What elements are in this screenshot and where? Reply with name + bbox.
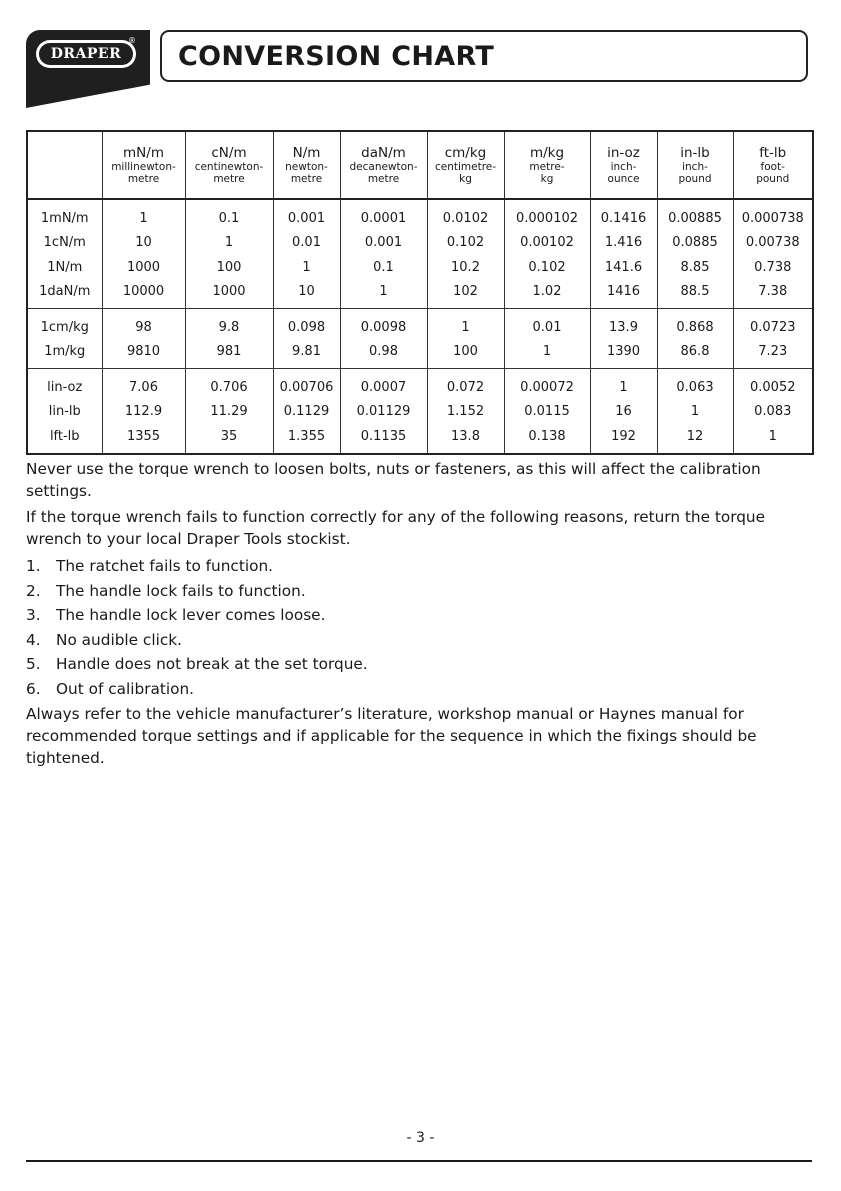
table-cell: 0.0007 <box>340 369 427 400</box>
table-row <box>27 424 813 454</box>
table-cell: 16 <box>590 400 657 425</box>
table-cell: 8.85 <box>657 255 733 280</box>
table-row <box>27 340 813 369</box>
table-cell: 0.1 <box>340 255 427 280</box>
column-unit-name: newton- metre <box>285 160 328 185</box>
list-item <box>26 628 806 653</box>
table-cell: 9.81 <box>273 340 340 369</box>
table-cell: 13.9 <box>590 309 657 340</box>
table-cell: 0.063 <box>657 369 733 400</box>
list-number: 4. <box>26 630 41 649</box>
table-cell: 88.5 <box>657 280 733 309</box>
header-corner-cell <box>27 131 102 199</box>
page-title: CONVERSION CHART <box>178 40 495 72</box>
table-cell: 0.00885 <box>657 199 733 231</box>
table-cell: 12 <box>657 424 733 454</box>
list-text: Out of calibration. <box>56 679 195 698</box>
table-cell: 0.1416 <box>590 199 657 231</box>
conversion-table <box>26 130 814 455</box>
table-cell: 7.23 <box>733 340 813 369</box>
table-cell: 0.0102 <box>427 199 504 231</box>
table-cell: 1.416 <box>590 231 657 256</box>
column-unit: mN/m <box>123 144 164 161</box>
table-cell: 981 <box>185 340 273 369</box>
column-unit-name: foot- pound <box>756 160 790 185</box>
table-row <box>27 309 813 340</box>
table-header-row <box>27 131 813 199</box>
table-cell: 10000 <box>102 280 185 309</box>
table-cell: 10 <box>102 231 185 256</box>
table-cell: 100 <box>185 255 273 280</box>
table-row <box>27 369 813 400</box>
table-cell: 0.0052 <box>733 369 813 400</box>
list-item <box>26 554 806 579</box>
list-text: The handle lock fails to function. <box>56 581 306 600</box>
table-cell: 0.738 <box>733 255 813 280</box>
table-cell: 1 <box>504 340 590 369</box>
table-cell: 1390 <box>590 340 657 369</box>
table-cell: 1.355 <box>273 424 340 454</box>
list-number: 6. <box>26 679 41 698</box>
table-cell: 0.00706 <box>273 369 340 400</box>
table-cell: 1000 <box>102 255 185 280</box>
table-cell: 0.0115 <box>504 400 590 425</box>
paragraph-refer-manual: Always refer to the vehicle manufacturer’s literature, workshop manual or Haynes manual for recommended torque settings and if applicable for the sequence in which the fixings should be tightened. <box>26 705 757 767</box>
table-cell: 1355 <box>102 424 185 454</box>
table-cell: 7.06 <box>102 369 185 400</box>
table-cell: 10 <box>273 280 340 309</box>
table-cell: 0.01129 <box>340 400 427 425</box>
draper-logo <box>36 40 136 68</box>
list-text: The handle lock lever comes loose. <box>56 606 326 624</box>
table-cell: 0.1 <box>185 199 273 231</box>
title-box <box>160 30 808 82</box>
column-unit: cN/m <box>211 144 247 161</box>
table-row <box>27 400 813 425</box>
table-cell: 0.00102 <box>504 231 590 256</box>
row-label: 1mN/m <box>27 199 102 231</box>
table-cell: 1 <box>340 280 427 309</box>
table-cell: 98 <box>102 309 185 340</box>
table-cell: 0.706 <box>185 369 273 400</box>
list-number: 2. <box>26 581 41 600</box>
table-cell: 0.001 <box>273 199 340 231</box>
column-unit: in-oz <box>607 144 640 161</box>
table-cell: 1416 <box>590 280 657 309</box>
column-header <box>657 131 733 199</box>
table-cell: 112.9 <box>102 400 185 425</box>
logo-text: DRAPER <box>39 43 133 65</box>
table-cell: 1 <box>185 231 273 256</box>
table-cell: 10.2 <box>427 255 504 280</box>
row-label: lft-lb <box>27 424 102 454</box>
footer-rule <box>26 1160 812 1162</box>
table-cell: 1 <box>590 369 657 400</box>
table-cell: 0.00738 <box>733 231 813 256</box>
list-item <box>26 579 806 604</box>
table-cell: 0.102 <box>427 231 504 256</box>
list-text: The ratchet fails to function. <box>56 557 274 575</box>
list-number: 1. <box>26 557 41 575</box>
table-cell: 0.98 <box>340 340 427 369</box>
table-cell: 1 <box>273 255 340 280</box>
table-row <box>27 255 813 280</box>
table-cell: 1000 <box>185 280 273 309</box>
table-cell: 0.1135 <box>340 424 427 454</box>
table-cell: 0.0001 <box>340 199 427 231</box>
table-body <box>27 199 813 454</box>
table-cell: 192 <box>590 424 657 454</box>
table-cell: 9810 <box>102 340 185 369</box>
column-header <box>273 131 340 199</box>
row-label: lin-lb <box>27 400 102 425</box>
column-header <box>427 131 504 199</box>
table-cell: 0.01 <box>504 309 590 340</box>
column-header <box>340 131 427 199</box>
column-unit-name: decanewton- metre <box>349 160 418 185</box>
table-cell: 0.0885 <box>657 231 733 256</box>
row-label: 1N/m <box>27 255 102 280</box>
column-header <box>185 131 273 199</box>
table-cell: 35 <box>185 424 273 454</box>
table-cell: 1.152 <box>427 400 504 425</box>
table-cell: 0.01 <box>273 231 340 256</box>
table-cell: 11.29 <box>185 400 273 425</box>
table-cell: 1 <box>733 424 813 454</box>
row-label: 1daN/m <box>27 280 102 309</box>
table-cell: 0.1129 <box>273 400 340 425</box>
table-cell: 0.138 <box>504 424 590 454</box>
column-unit: in-lb <box>680 144 710 161</box>
table-cell: 0.000738 <box>733 199 813 231</box>
column-header <box>733 131 813 199</box>
table-cell: 0.0098 <box>340 309 427 340</box>
row-label: 1cm/kg <box>27 309 102 340</box>
table-cell: 1 <box>657 400 733 425</box>
column-unit-name: inch- pound <box>678 160 712 185</box>
table-cell: 1 <box>427 309 504 340</box>
table-cell: 0.102 <box>504 255 590 280</box>
column-unit: cm/kg <box>444 144 487 161</box>
page-number: - 3 - <box>406 1130 435 1146</box>
list-item <box>26 652 806 677</box>
table-cell: 9.8 <box>185 309 273 340</box>
column-header <box>590 131 657 199</box>
column-unit-name: centimetre- kg <box>434 160 497 185</box>
column-unit-name: metre- kg <box>529 160 565 185</box>
column-unit-name: inch- ounce <box>607 160 640 185</box>
column-unit-name: centinewton- metre <box>194 160 264 185</box>
list-text: No audible click. <box>56 630 182 649</box>
row-label: lin-oz <box>27 369 102 400</box>
table-cell: 0.0723 <box>733 309 813 340</box>
registered-mark: ® <box>128 36 136 45</box>
row-label: 1cN/m <box>27 231 102 256</box>
table-row <box>27 280 813 309</box>
table-cell: 102 <box>427 280 504 309</box>
column-unit: m/kg <box>529 144 565 161</box>
table-cell: 0.083 <box>733 400 813 425</box>
table-cell: 0.000102 <box>504 199 590 231</box>
column-header <box>102 131 185 199</box>
table-cell: 86.8 <box>657 340 733 369</box>
table-cell: 7.38 <box>733 280 813 309</box>
table-cell: 0.868 <box>657 309 733 340</box>
failure-reasons-list <box>26 554 806 701</box>
table-cell: 0.00072 <box>504 369 590 400</box>
table-cell: 13.8 <box>427 424 504 454</box>
list-item <box>26 603 806 628</box>
instructions-text <box>26 458 806 773</box>
column-unit-name: millinewton- metre <box>111 160 176 185</box>
table-cell: 0.098 <box>273 309 340 340</box>
column-unit: N/m <box>292 144 321 161</box>
table-cell: 1 <box>102 199 185 231</box>
list-number: 3. <box>26 606 41 624</box>
list-number: 5. <box>26 655 41 673</box>
table-row <box>27 199 813 231</box>
table-cell: 0.001 <box>340 231 427 256</box>
list-item <box>26 677 806 702</box>
table-cell: 1.02 <box>504 280 590 309</box>
list-text: Handle does not break at the set torque. <box>56 655 368 673</box>
row-label: 1m/kg <box>27 340 102 369</box>
table-cell: 0.072 <box>427 369 504 400</box>
column-unit: daN/m <box>361 144 406 161</box>
paragraph-return-instructions: If the torque wrench fails to function correctly for any of the following reasons, return the torque wrench to your local Draper Tools stockist. <box>26 508 766 548</box>
table-cell: 141.6 <box>590 255 657 280</box>
column-unit: ft-lb <box>759 144 787 161</box>
paragraph-loosen-warning: Never use the torque wrench to loosen bolts, nuts or fasteners, as this will affect the calibration settings. <box>26 460 761 500</box>
table-row <box>27 231 813 256</box>
table-cell: 100 <box>427 340 504 369</box>
column-header <box>504 131 590 199</box>
